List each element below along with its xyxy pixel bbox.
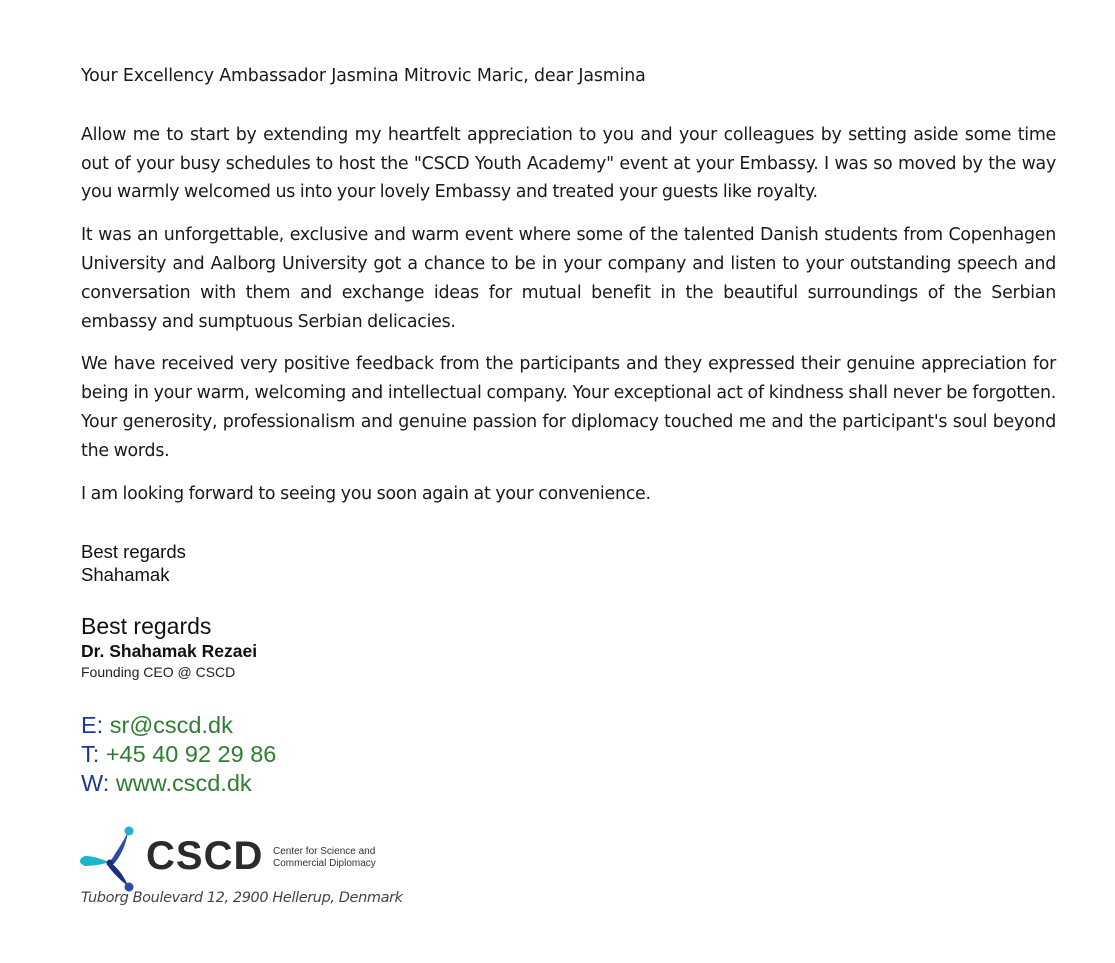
contact-web-row (81, 769, 276, 798)
email-link[interactable]: sr@cscd.dk (109, 712, 233, 738)
contact-block (81, 711, 276, 798)
web-link[interactable]: www.cscd.dk (115, 770, 252, 796)
closing (81, 540, 186, 586)
phone-label: T: (81, 741, 100, 767)
paragraph-looking-forward: I am looking forward to seeing you soon again at your convenience. (81, 483, 651, 504)
phone-number: +45 40 92 29 86 (105, 741, 277, 767)
logo-tagline-line2: Commercial Diplomacy (273, 858, 376, 869)
postal-address: Tuborg Boulevard 12, 2900 Hellerup, Denmark (81, 890, 403, 906)
email-signature (81, 612, 257, 682)
cscd-logo (80, 826, 410, 892)
web-label: W: (81, 770, 110, 796)
letter-body (81, 62, 1056, 508)
cscd-logo-icon (80, 826, 144, 892)
logo-wordmark: CSCD (146, 834, 264, 878)
signature-title: Founding CEO @ CSCD (81, 664, 236, 680)
signature-regards: Best regards (81, 613, 212, 639)
contact-phone-row (81, 740, 276, 769)
paragraph-appreciation: Allow me to start by extending my heartfelt appreciation to you and your colleagues by setting aside some time out of your busy schedules to host the "CSCD Youth Academy" event at your Embassy. I was so moved by the way you warmly welcomed us into your lovely Embassy and treated your guests like royalty. (81, 124, 1056, 203)
closing-name: Shahamak (81, 564, 170, 585)
contact-email-row (81, 711, 276, 740)
email-label: E: (81, 712, 104, 738)
logo-tagline-line1: Center for Science and (273, 846, 376, 857)
paragraph-feedback: We have received very positive feedback from the participants and they expressed their genuine appreciation for being in your warm, welcoming and intellectual company. Your exceptional act of kindness shall never be forgotten. Your generosity, professionalism and genuine passion for diplomacy touched me and the participant's soul beyond the words. (81, 354, 1056, 461)
closing-regards: Best regards (81, 541, 186, 562)
salutation: Your Excellency Ambassador Jasmina Mitrovic Maric, dear Jasmina (81, 66, 646, 86)
signature-name: Dr. Shahamak Rezaei (81, 641, 258, 661)
paragraph-event: It was an unforgettable, exclusive and warm event where some of the talented Danish students from Copenhagen University and Aalborg University got a chance to be in your company and listen to your outstanding speech and conversation with them and exchange ideas for mutual benefit in the beautiful surroundings of the Serbian embassy and sumptuous Serbian delicacies. (81, 225, 1056, 332)
logo-tagline (273, 846, 413, 870)
